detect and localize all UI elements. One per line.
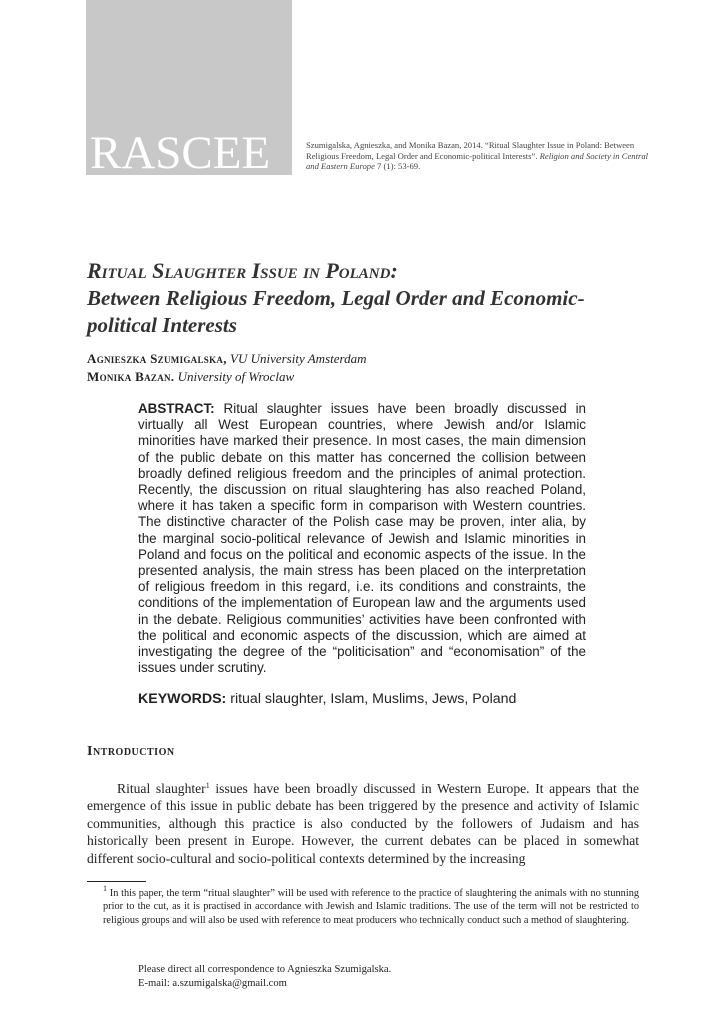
abstract-label: ABSTRACT: <box>138 401 215 416</box>
title-line-2: Between Religious Freedom, Legal Order and Economic-political Interests <box>87 286 585 337</box>
section-heading-introduction: Introduction <box>87 744 175 759</box>
footnote-divider <box>87 881 146 882</box>
author-entry <box>87 350 647 368</box>
footnote-reference[interactable]: 1 <box>205 781 210 790</box>
author-affiliation: VU University Amsterdam <box>226 351 367 366</box>
citation-journal: Religion and Society in Central and Eastern Europe <box>306 150 648 172</box>
author-entry <box>87 368 647 386</box>
journal-logo-block <box>86 0 292 179</box>
introduction-paragraph <box>87 780 639 867</box>
page-title <box>87 257 647 339</box>
keywords-label: KEYWORDS: <box>138 691 227 707</box>
keywords <box>138 690 608 708</box>
intro-text-start: Ritual slaughter <box>117 781 206 796</box>
abstract-text: Ritual slaughter issues have been broadly discussed in virtually all West European countries, where Jewish and/or Islamic minorities have marked their presence. In most cases, the main dimension of the public debate on this matter has concerned the collision between broadly defined religious freedom and the principles of animal protection. Recently, the discussion on ritual slaughtering has also reached Poland, where it has taken a specific form in comparison with Western countries. The distinctive character of the Polish case may be proven, inter alia, by the marginal socio-political relevance of Jewish and Islamic minorities in Poland and focus on the political and economic aspects of the issue. In the presented analysis, the main stress has been placed on the interpretation of religious freedom in this regard, i.e. its conditions and constraints, the conditions of the implementation of European law and the arguments used in the debate. Religious communities’ activities have been confronted with the political and economic aspects of the discussion, which are aimed at investigating the degree of the “politicisation” and “economisation” of the issues under scrutiny. <box>138 401 586 676</box>
footnote-text: In this paper, the term “ritual slaughter” will be used with reference to the practice of slaughtering the animals with no stunning prior to the cut, as it is practised in accordance with Jewish and Islamic traditions. The use of the term will not be restricted to religious groups and will also be used with reference to meat producers who technically conduct such a method of slaughtering. <box>103 888 639 926</box>
intro-text-rest: issues have been broadly discussed in Western Europe. It appears that the emergence of this issue in public debate has been triggered by the presence and activity of Islamic communities, although this practice is also conducted by the followers of Judaism and has historically been present in Europe. However, the current debates can be placed in somewhat different socio-cultural and socio-political contexts determined by the increasing <box>87 781 639 866</box>
correspondence-note <box>138 963 538 991</box>
journal-name: RASCEE <box>90 127 271 179</box>
author-affiliation: University of Wroclaw <box>174 369 295 384</box>
author-list <box>87 350 647 386</box>
correspondence-email[interactable]: E-mail: a.szumigalska@gmail.com <box>138 978 287 989</box>
citation-text: Szumigalska, Agnieszka, and Monika Bazan, 2014. “Ritual Slaughter Issue in Poland: Between Religious Freedom, Legal Order and Economic-political Interests”. <box>306 140 635 161</box>
footnote-number: 1 <box>103 884 107 893</box>
author-name: Agnieszka Szumigalska, <box>87 351 227 366</box>
citation-volume: 7 (1): 53-69. <box>374 161 421 172</box>
footnote <box>103 884 639 927</box>
keywords-text: ritual slaughter, Islam, Muslims, Jews, Poland <box>226 691 517 707</box>
abstract <box>138 401 586 676</box>
correspondence-line: Please direct all correspondence to Agnieszka Szumigalska. <box>138 964 392 975</box>
citation <box>306 140 651 172</box>
author-name: Monika Bazan. <box>87 369 175 384</box>
title-line-1: Ritual Slaughter Issue in Poland: <box>87 258 398 283</box>
